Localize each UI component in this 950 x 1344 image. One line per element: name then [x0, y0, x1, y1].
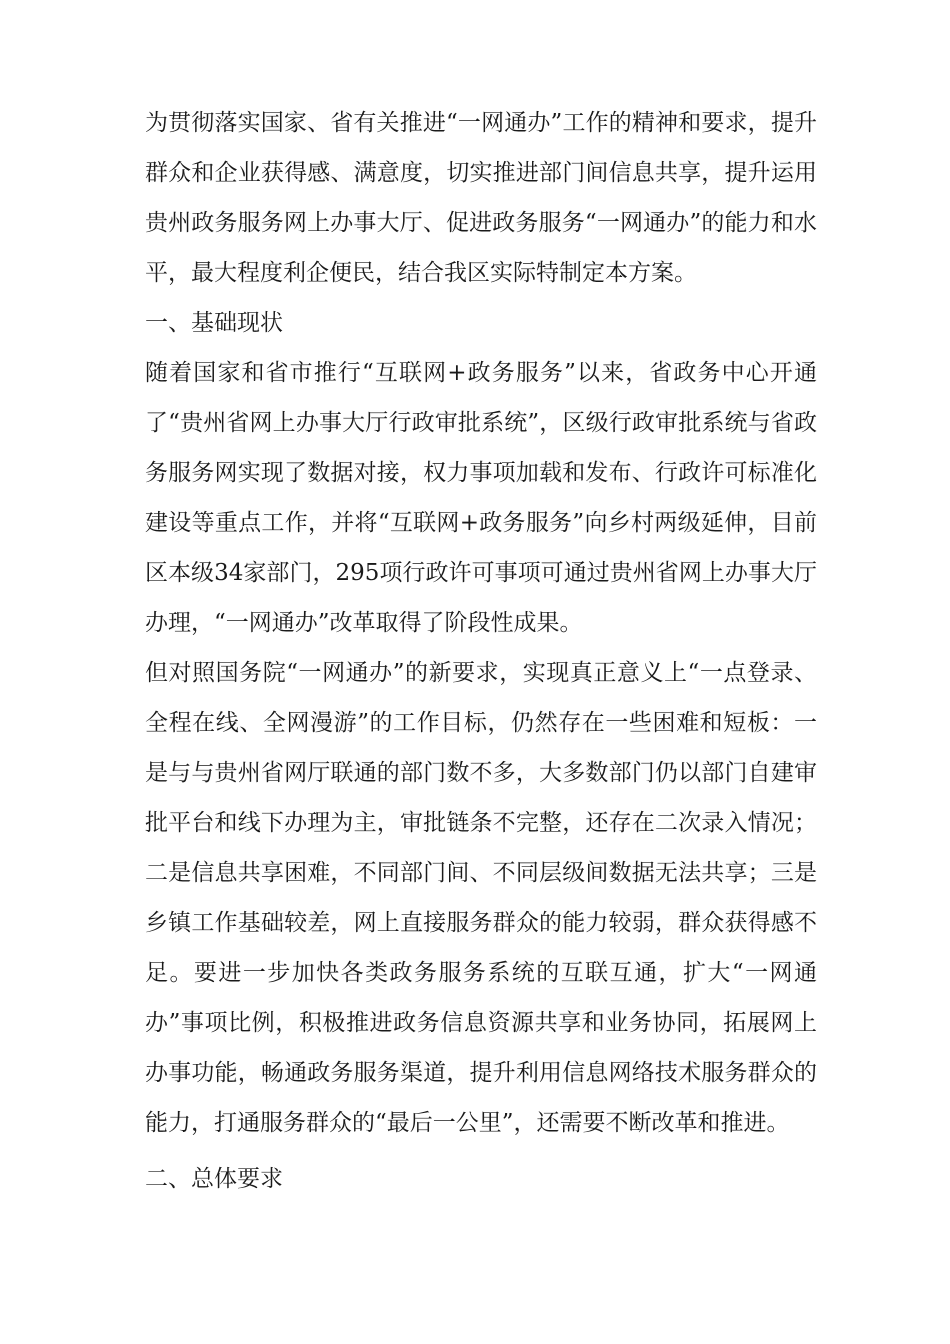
section-heading-overall-requirements: 二、总体要求 — [145, 1166, 283, 1192]
section-heading-basic-status: 一、基础现状 — [145, 310, 283, 336]
problems-paragraph: 但对照国务院“一网通办”的新要求，实现真正意义上“一点登录、全程在线、全网漫游”的工作目标，仍然存在一些困难和短板：一是与与贵州省网厅联通的部门数不多，大多数部门仍以部门自建审批平台和线下办理为主，审批链条不完整，还存在二次录入情况；二是信息共享困难，不同部门间、不同层级间数据无法共享；三是乡镇工作基础较差，网上直接服务群众的能力较弱，群众获得感不足。要进一步加快各类政务服务系统的互联互通，扩大“一网通办”事项比例，积极推进政务信息资源共享和业务协同，拓展网上办事功能，畅通政务服务渠道，提升利用信息网络技术服务群众的能力，打通服务群众的“最后一公里”，还需要不断改革和推进。 — [145, 660, 817, 1136]
basic-status-paragraph: 随着国家和省市推行“互联网+政务服务”以来，省政务中心开通了“贵州省网上办事大厅行政审批系统”，区级行政审批系统与省政务服务网实现了数据对接，权力事项加载和发布、行政许可标准化建设等重点工作，并将“互联网+政务服务”向乡村两级延伸，目前区本级34家部门，295项行政许可事项可通过贵州省网上办事大厅办理，“一网通办”改革取得了阶段性成果。 — [145, 360, 817, 636]
document-body — [145, 98, 817, 1204]
intro-paragraph: 为贯彻落实国家、省有关推进“一网通办”工作的精神和要求，提升群众和企业获得感、满意度，切实推进部门间信息共享，提升运用贵州政务服务网上办事大厅、促进政务服务“一网通办”的能力和水平，最大程度利企便民，结合我区实际特制定本方案。 — [145, 110, 817, 286]
